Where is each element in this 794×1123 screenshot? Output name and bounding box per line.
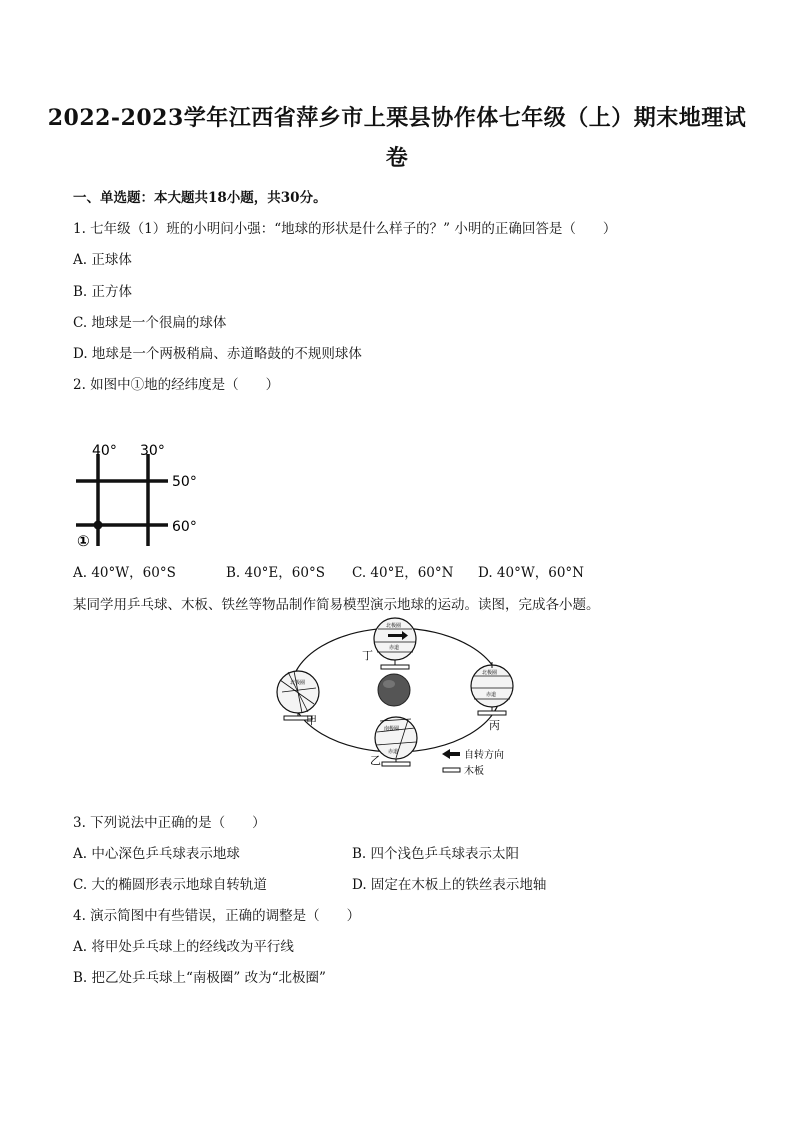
q1-option-b: B. 正方体 [73, 284, 133, 300]
q2-option-d: D. 40°W，60°N [478, 565, 584, 581]
q3-option-d: D. 固定在木板上的铁丝表示地轴 [352, 877, 547, 893]
legend-board-label: 木板 [464, 766, 484, 777]
page-title [40, 98, 754, 178]
earth-orbit-model-figure [268, 612, 530, 782]
ball-yi [375, 717, 417, 766]
ball-jia [277, 671, 319, 720]
q1-option-c: C. 地球是一个很扁的球体 [73, 315, 227, 331]
intro-text: 某同学用乒乓球、木板、铁丝等物品制作简易模型演示地球的运动。读图，完成各小题。 [73, 597, 600, 613]
q3-option-c: C. 大的椭圆形表示地球自转轨道 [73, 877, 267, 893]
jia-n-circle-label: 北极圈 [290, 680, 306, 686]
label-lon-30: 30° [140, 443, 165, 459]
label-point-1: ① [77, 532, 90, 550]
q2-option-a: A. 40°W，60°S [73, 565, 176, 581]
label-lon-40: 40° [92, 443, 117, 459]
figure-legend [442, 748, 504, 777]
label-ding: 丁 [362, 649, 373, 662]
title-line-2: 卷 [385, 145, 409, 171]
q4-option-a: A. 将甲处乒乓球上的经线改为平行线 [73, 939, 294, 955]
label-bing: 丙 [489, 719, 500, 732]
q1-stem: 1. 七年级（1）班的小明问小强：“地球的形状是什么样子的？” 小明的正确回答是（ ） [73, 221, 617, 237]
q3-option-a: A. 中心深色乒乓球表示地球 [73, 846, 240, 862]
label-lat-60: 60° [172, 519, 197, 535]
q1-option-d: D. 地球是一个两极稍扁、赤道略鼓的不规则球体 [73, 346, 362, 362]
q3-stem: 3. 下列说法中正确的是（ ） [73, 815, 266, 831]
q3-option-b: B. 四个浅色乒乓球表示太阳 [352, 846, 520, 862]
legend-rotation-label: 自转方向 [464, 750, 504, 761]
lat-lon-grid-figure [70, 436, 210, 551]
label-lat-50: 50° [172, 474, 197, 490]
q2-option-c: C. 40°E，60°N [352, 565, 454, 581]
bing-equator-label: 赤道 [486, 692, 497, 698]
section-heading: 一、单选题：本大题共18小题，共30分。 [73, 190, 327, 206]
title-line-1: 2022-2023学年江西省萍乡市上栗县协作体七年级（上）期末地理试 [47, 105, 747, 131]
q4-option-b: B. 把乙处乒乓球上“南极圈” 改为“北极圈” [73, 970, 326, 986]
label-yi: 乙 [370, 754, 381, 767]
yi-equator-label: 赤道 [388, 749, 399, 755]
label-jia: 甲 [306, 714, 317, 727]
ding-n-circle-label: 北极圈 [386, 623, 402, 629]
ding-equator-label: 赤道 [389, 645, 400, 651]
ball-ding [374, 618, 416, 669]
bing-n-circle-label: 北极圈 [482, 670, 498, 676]
q4-stem: 4. 演示简图中有些错误，正确的调整是（ ） [73, 908, 361, 924]
legend-arrow-icon [442, 749, 460, 759]
ball-bing [471, 662, 513, 715]
center-dark-ball [378, 674, 410, 706]
q1-option-a: A. 正球体 [73, 252, 132, 268]
q2-stem: 2. 如图中①地的经纬度是（ ） [73, 377, 280, 393]
legend-board-icon [443, 768, 460, 772]
yi-s-circle-label: 南极圈 [384, 726, 400, 732]
q2-option-b: B. 40°E，60°S [226, 565, 325, 581]
point-1-marker [94, 521, 103, 530]
